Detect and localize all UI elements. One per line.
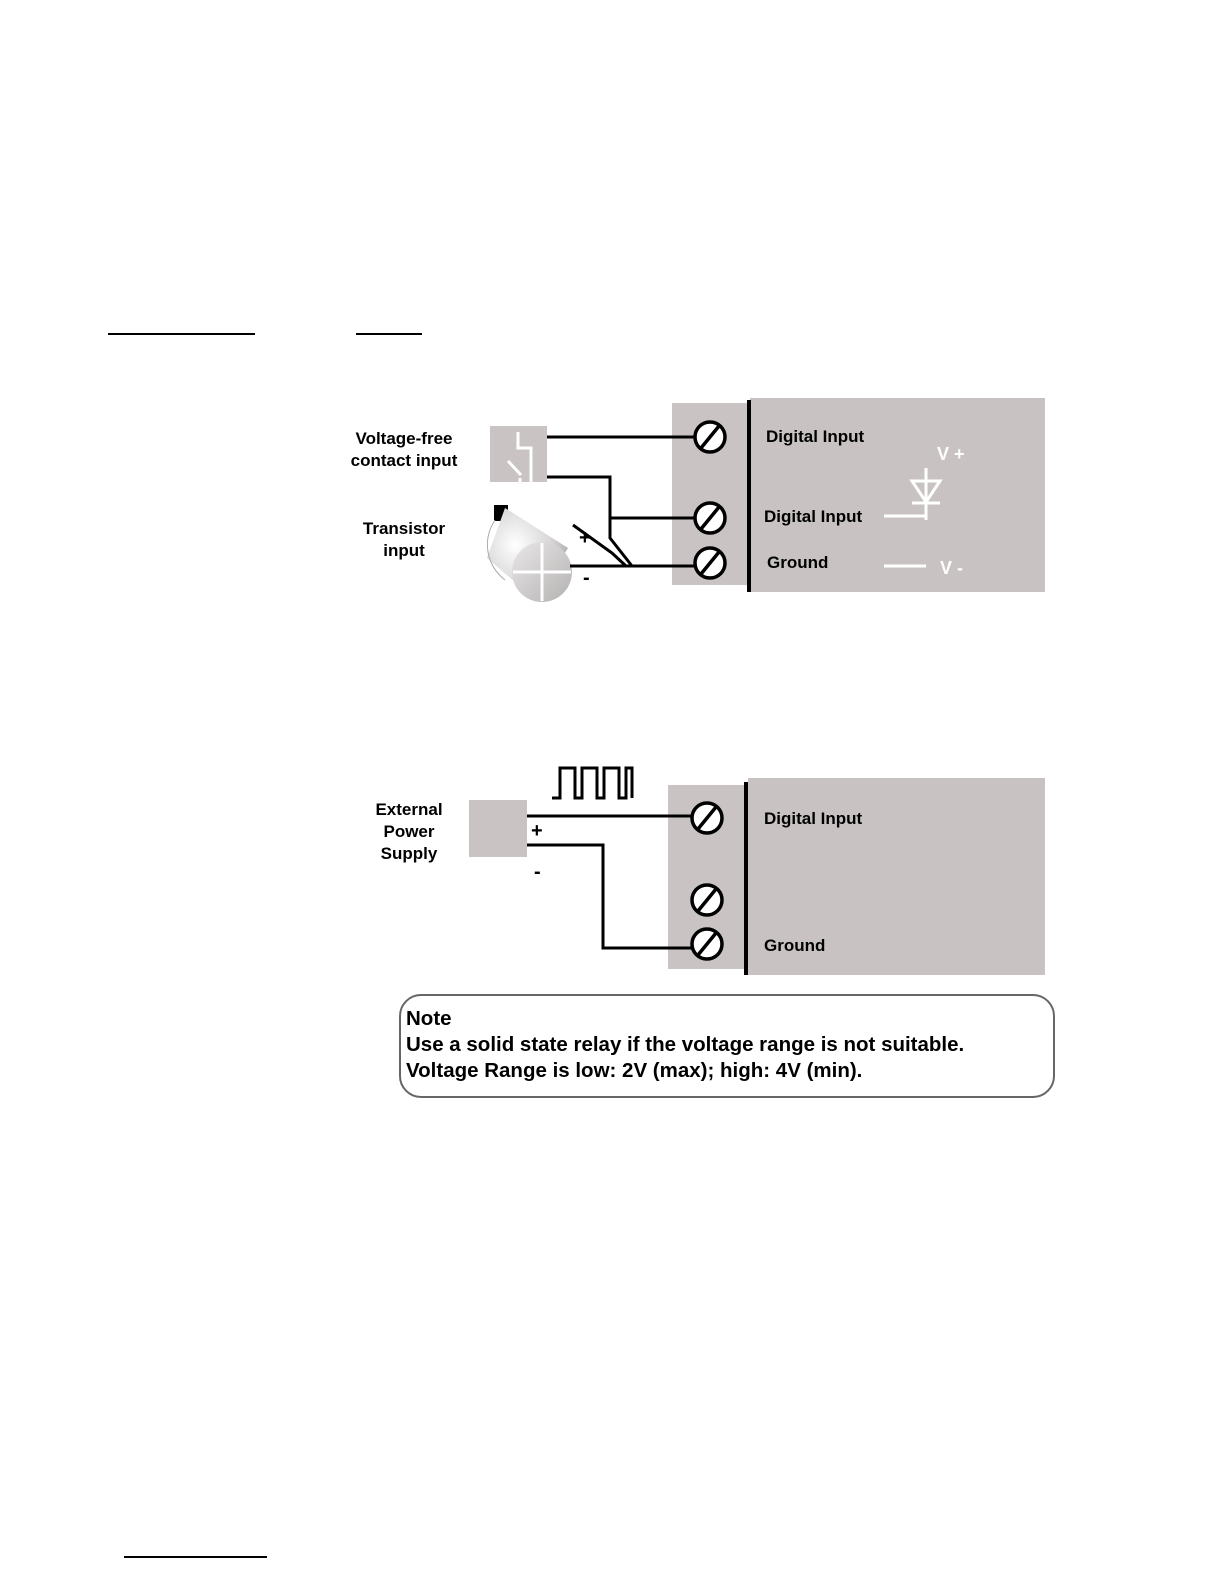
supply-label-line3: Supply xyxy=(380,844,438,863)
transistor-label-line2: input xyxy=(383,541,425,560)
screw-terminal-4 xyxy=(692,803,722,833)
transistor-sensor-icon xyxy=(487,505,572,602)
transistor-plus-sign: + xyxy=(579,527,591,549)
terminal-label-digital-input-2: Digital Input xyxy=(764,507,863,526)
screw-terminal-1 xyxy=(695,422,725,452)
supply-plus-sign: + xyxy=(531,820,543,842)
terminal-label-ground: Ground xyxy=(767,553,829,572)
wiring-figure-2 xyxy=(527,816,692,948)
supply-label-line1: External xyxy=(375,800,443,819)
contact-label-line1: Voltage-free xyxy=(355,429,453,448)
note-line-2: Voltage Range is low: 2V (max); high: 4V (min). xyxy=(406,1059,863,1082)
pulse-waveform-icon xyxy=(552,768,632,798)
note-box xyxy=(399,994,1055,1098)
voltage-free-contact-icon xyxy=(490,426,547,482)
transistor-minus-sign: - xyxy=(583,567,590,589)
note-title: Note xyxy=(406,1007,452,1030)
screw-terminal-2 xyxy=(695,503,725,533)
figure-2-external-power-supply xyxy=(375,768,1045,975)
screw-terminal-5 xyxy=(692,885,722,915)
power-supply-icon xyxy=(469,800,527,857)
screw-terminal-6 xyxy=(692,929,722,959)
transistor-label-line1: Transistor xyxy=(362,519,446,538)
terminal-label-ground-2: Ground xyxy=(764,936,826,955)
supply-minus-sign: - xyxy=(534,861,541,883)
terminal-label-digital-input-3: Digital Input xyxy=(764,809,863,828)
supply-label-line2: Power xyxy=(383,822,435,841)
terminal-label-digital-input-1: Digital Input xyxy=(766,427,865,446)
vplus-label: V + xyxy=(937,444,965,464)
note-line-1: Use a solid state relay if the voltage range is not suitable. xyxy=(406,1033,965,1056)
contact-label-line2: contact input xyxy=(350,451,458,470)
screw-terminal-3 xyxy=(695,548,725,578)
vminus-label: V - xyxy=(940,558,964,578)
figure-1-contact-and-transistor xyxy=(351,398,1045,602)
